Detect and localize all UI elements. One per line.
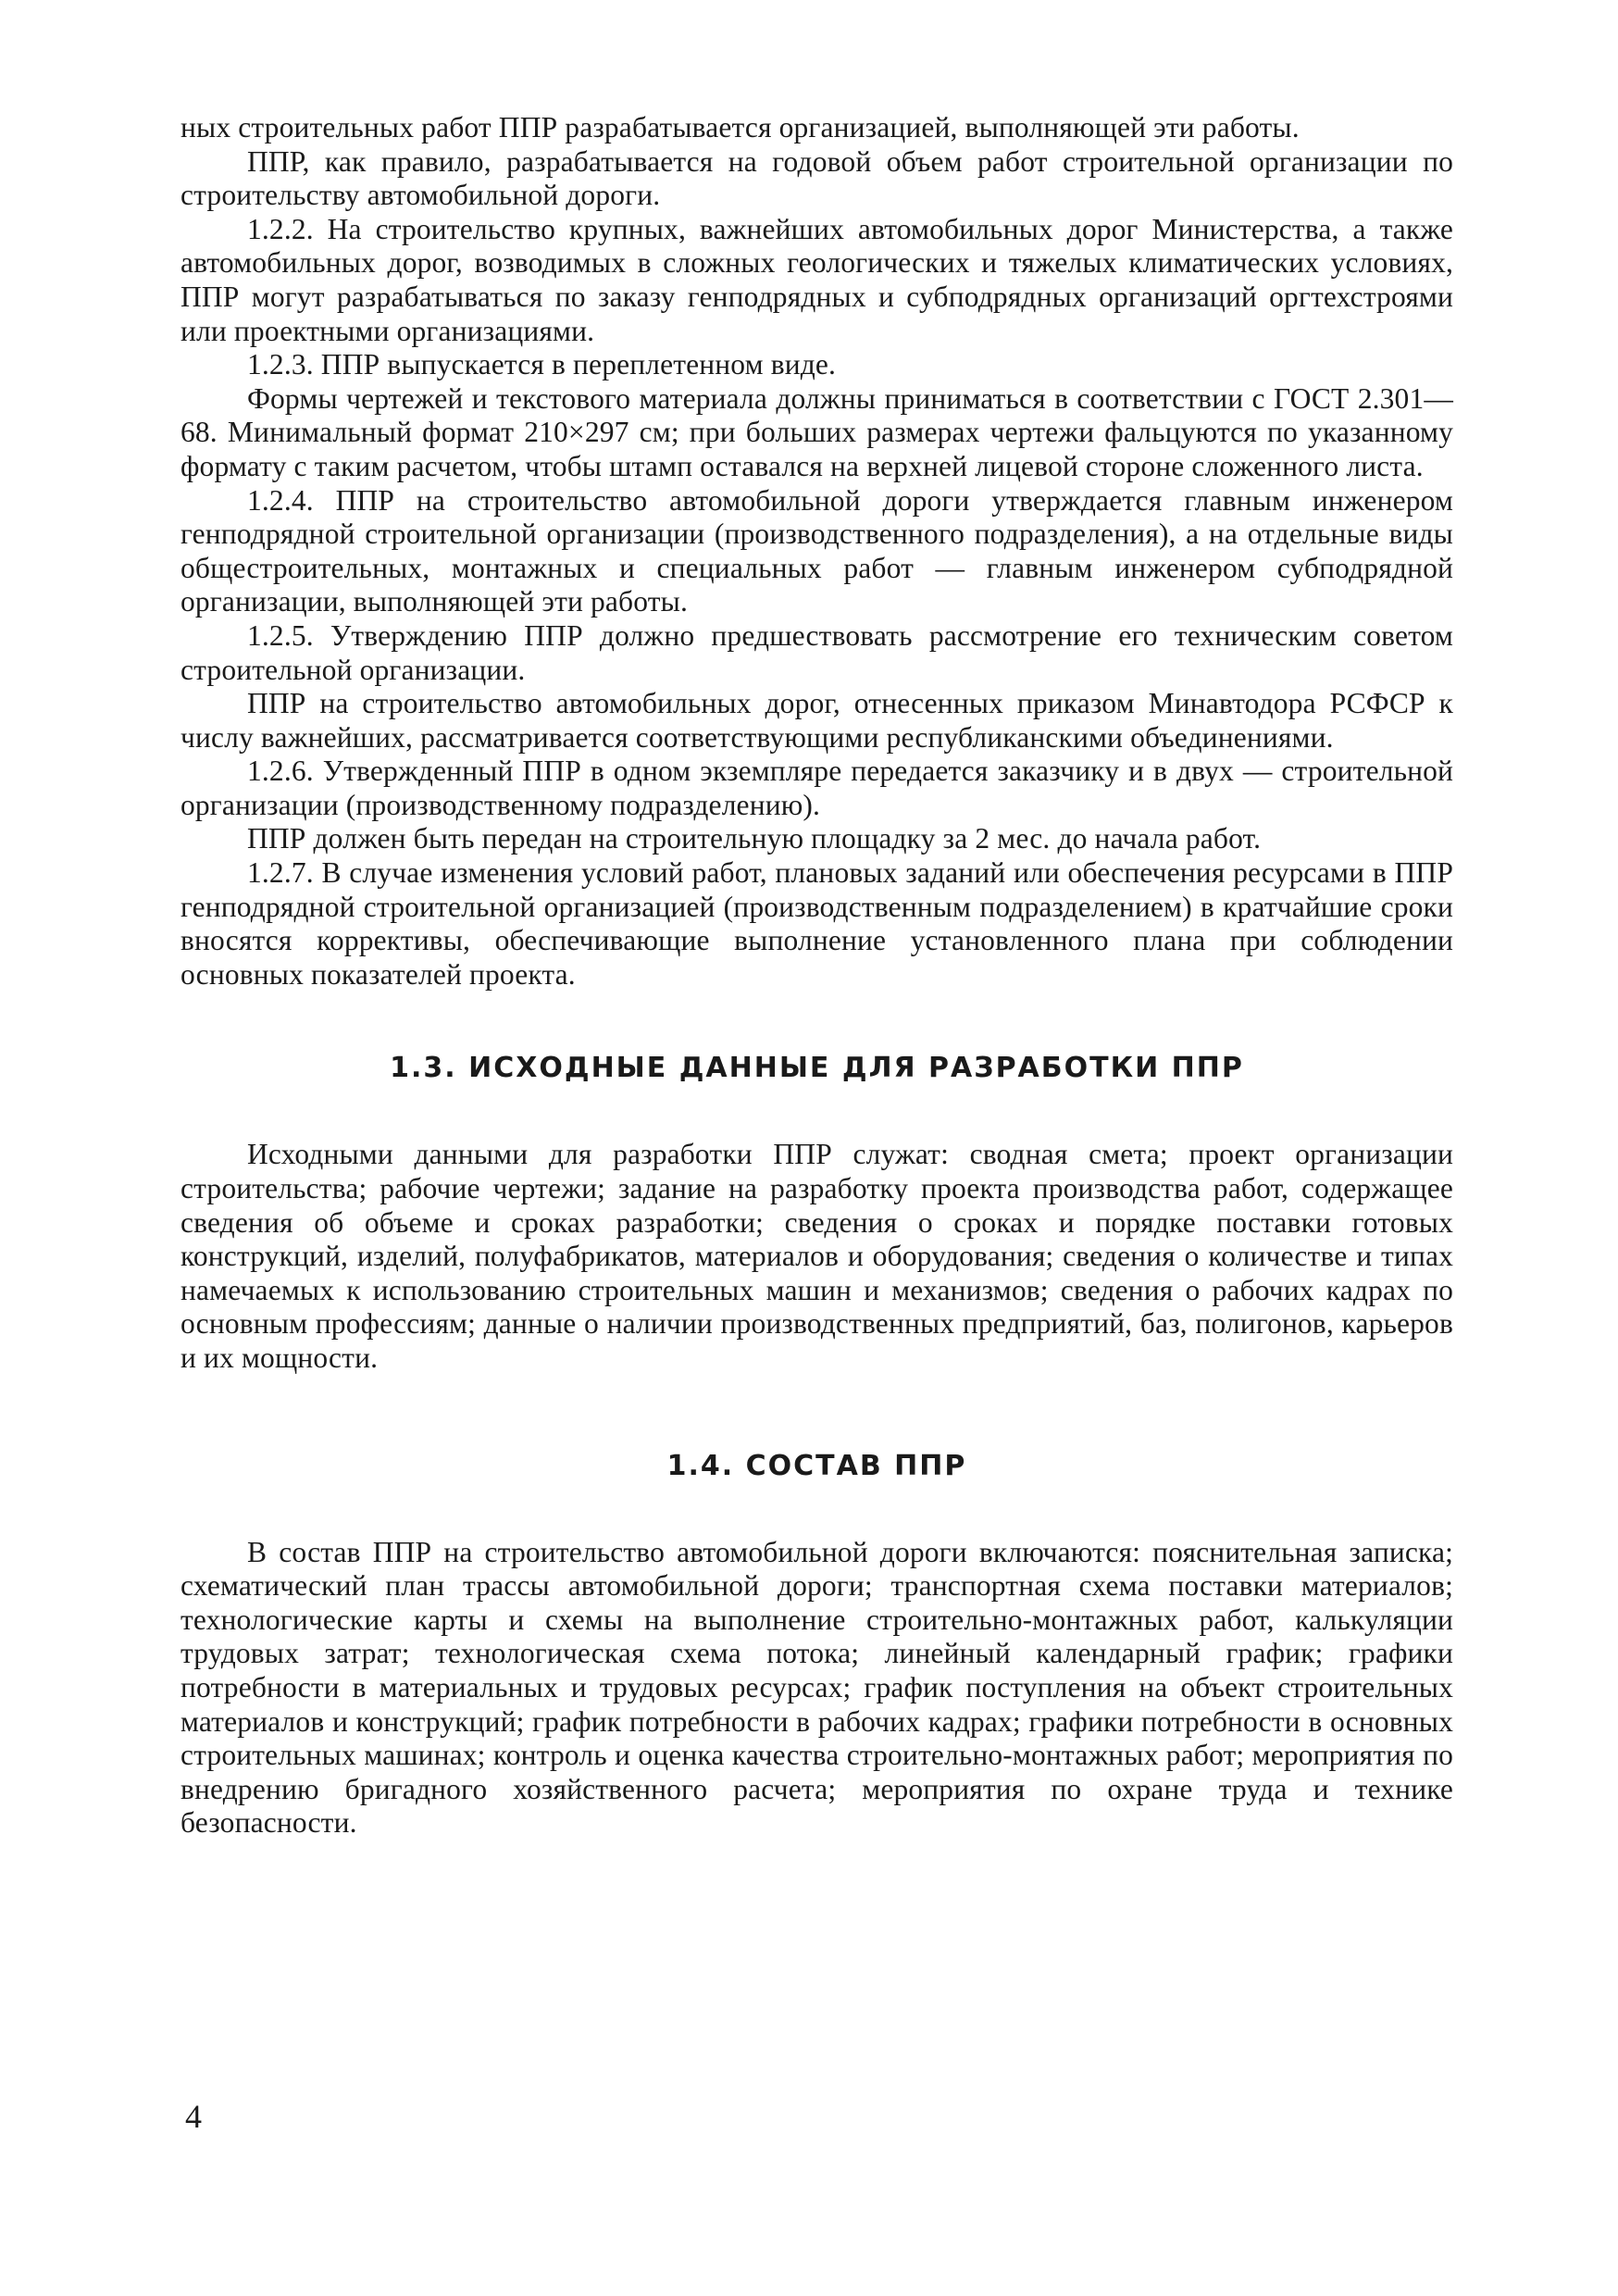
page-number: 4 [185, 2098, 202, 2135]
paragraph-minavtodor: ППР на строительство автомобильных дорог, отнесенных приказом Минавтодора РСФСР к числу важнейших, рассматривается соответствующими республиканскими объединениями. [180, 687, 1453, 754]
document-page [180, 111, 1453, 1841]
paragraph-1-2-4: 1.2.4. ППР на строительство автомобильной дороги утверждается главным инженером генподрядной строительной организации (производственного подразделения), а на отдельные виды общестроительных, монтажных и специальных работ — главным инженером субподрядной организации, выполняющей эти работы. [180, 483, 1453, 618]
paragraph-drawing-forms: Формы чертежей и текстового материала должны приниматься в соответствии с ГОСТ 2.301—68. Минимальный формат 210×297 см; при больших размерах чертежи фальцуются по указанному формату с таким расчетом, чтобы штамп оставался на верхней лицевой стороне сложенного листа. [180, 381, 1453, 482]
section-heading-1-3: 1.3. ИСХОДНЫЕ ДАННЫЕ ДЛЯ РАЗРАБОТКИ ППР [390, 1052, 1244, 1085]
paragraph-1-2-5: 1.2.5. Утверждению ППР должно предшествовать рассмотрение его техническим советом строительной организации. [180, 618, 1453, 686]
paragraph-1-2-7: 1.2.7. В случае изменения условий работ, плановых заданий или обеспечения ресурсами в ППР генподрядной строительной организацией (производственным подразделением) в кратчайшие сроки вносятся коррективы, обеспечивающие выполнение установленного плана при соблюдении основных показателей проекта. [180, 856, 1453, 991]
paragraph-annual-volume: ППР, как правило, разрабатывается на годовой объем работ строительной организации по строительству автомобильной дороги. [180, 144, 1453, 212]
paragraph-1-2-6: 1.2.6. Утвержденный ППР в одном экземпляре передается заказчику и в двух — строительной организации (производственному подразделению). [180, 755, 1453, 821]
paragraph-ppr-composition: В состав ППР на строительство автомобильной дороги включаются: пояснительная записка; схематический план трассы автомобильной дороги; транспортная схема поставки материалов; технологические карты и схемы на выполнение строительно-монтажных работ, калькуляции трудовых затрат; технологическая схема потока; линейный календарный график; графики потребности в материальных и трудовых ресурсах; график поступления на объект строительных материалов и конструкций; график потребности в рабочих кадрах; графики потребности в основных строительных машинах; контроль и оценка качества строительно-монтажных работ; мероприятия по внедрению бригадного хозяйственного расчета; мероприятия по охране труда и технике безопасности. [180, 1535, 1453, 1840]
paragraph-transfer-deadline: ППР должен быть передан на строительную площадку за 2 мес. до начала работ. [247, 822, 1262, 855]
paragraph-1-2-3: 1.2.3. ППР выпускается в переплетенном виде. [247, 348, 837, 381]
paragraph-continuation: ных строительных работ ППР разрабатывается организацией, выполняющей эти работы. [180, 111, 1300, 144]
section-heading-1-4: 1.4. СОСТАВ ППР [666, 1449, 967, 1482]
paragraph-source-data: Исходными данными для разработки ППР служат: сводная смета; проект организации строительства; рабочие чертежи; задание на разработку проекта производства работ, содержащее сведения об объеме и сроках разработки; сведения о сроках и порядке поставки готовых конструкций, изделий, полуфабрикатов, материалов и оборудования; сведения о количестве и типах намечаемых к использованию строительных машин и механизмов; сведения о рабочих кадрах по основным профессиям; данные о наличии производственных предприятий, баз, полигонов, карьеров и их мощности. [180, 1138, 1453, 1374]
paragraph-1-2-2: 1.2.2. На строительство крупных, важнейших автомобильных дорог Министерства, а также автомобильных дорог, возводимых в сложных геологических и тяжелых климатических условиях, ППР могут разрабатываться по заказу генподрядных и субподрядных организаций оргтехстроями или проектными организациями. [180, 212, 1453, 347]
